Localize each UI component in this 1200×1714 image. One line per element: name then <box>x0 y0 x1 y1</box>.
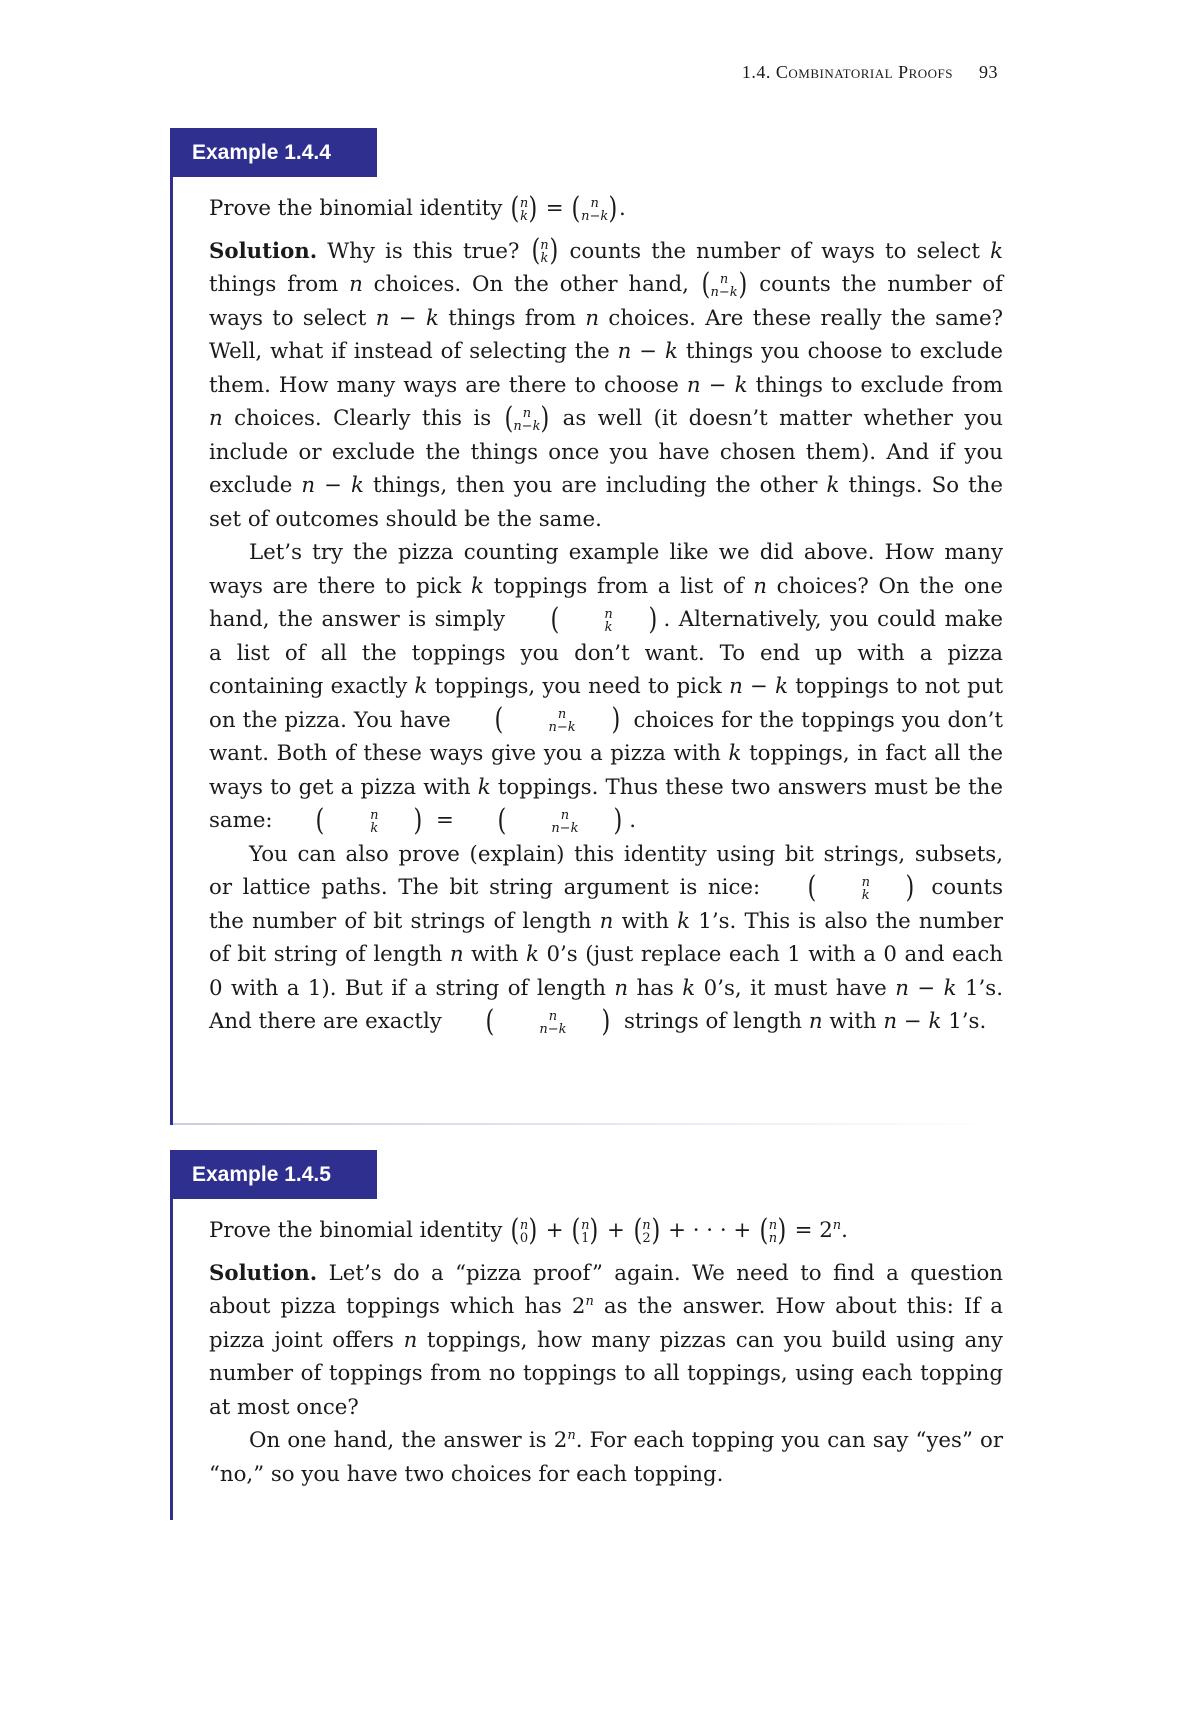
solution-label: Solution. <box>209 238 318 264</box>
example-body <box>209 192 1003 1039</box>
pizza-paragraph: Let’s try the pizza counting example like we did above. How many ways are there to pick k toppings from a list of n choices? On the one hand, the answer is simply ( n k ) . Alternatively, you could make a list of all the toppings you don’t want. To end up with a pizza containing exactly k toppings, you need to pick n − k toppings to not put on the pizza. You have ( n n−k ) choices for the toppings you don’t want. Both of these ways give you a pizza with k toppings, in fact all the ways to get a pizza with k toppings. Thus these two answers must be the same: ( n k ) = ( n n−k ) . <box>209 540 1003 838</box>
section-title: 1.4. Combinatorial Proofs <box>741 62 953 82</box>
example-prompt: Prove the binomial identity ( n k ) = ( n n−k ) . <box>209 190 626 226</box>
example-1-4-5 <box>170 1150 1003 1520</box>
example-tab: Example 1.4.4 <box>170 128 377 177</box>
example-divider <box>173 1123 1003 1125</box>
bit-string-paragraph: You can also prove (explain) this identity using bit strings, subsets, or lattice paths. The bit string argument is nice: ( n k ) counts the number of bit strings of length n with k 1’s. This is also the number of bit string of length n with k 0’s (just replace each 1 with a 0 and each 0 with a 1). But if a string of length n has k 0’s, it must have n − k 1’s. And there are exactly ( n n−k ) strings of length n with n − k 1’s. <box>209 841 1004 1039</box>
page-number: 93 <box>979 62 998 82</box>
example-body <box>209 1214 1003 1491</box>
answer-paragraph: On one hand, the answer is 2$^n$. For each topping you can say “yes” or “no,” so you have two choices for each topping. <box>209 1427 1004 1487</box>
solution-paragraph: Solution. Let’s do a “pizza proof” again. We need to find a question about pizza toppings which has 2$^n$ as the answer. How about this: If a pizza joint offers n toppings, how many pizzas can you build using any number of toppings from no toppings to all toppings, using each topping at most once? <box>209 1260 1003 1420</box>
solution-label: Solution. <box>209 1260 318 1286</box>
example-prompt: Prove the binomial identity ( n 0 ) + ( n 1 ) + ( n 2 ) + · · · + ( n n ) = $2^n$. <box>209 1212 848 1248</box>
running-header <box>600 62 998 83</box>
example-tab: Example 1.4.5 <box>170 1150 377 1199</box>
example-1-4-4 <box>170 128 1003 1125</box>
solution-paragraph: Solution. Why is this true? ( n k ) counts the number of ways to select k things from n choices. On the other hand, ( n n−k ) counts the number of ways to select n − k things from n choices. Are these really the same? Well, what if instead of selecting the n − k things you choose to exclude them. How many ways are there to choose n − k things to exclude from n choices. Clearly this is ( n n−k ) as well (it doesn’t matter whether you include or exclude the things once you have chosen them). And if you exclude n − k things, then you are including the other k things. So the set of outcomes should be the same. <box>209 233 1003 532</box>
